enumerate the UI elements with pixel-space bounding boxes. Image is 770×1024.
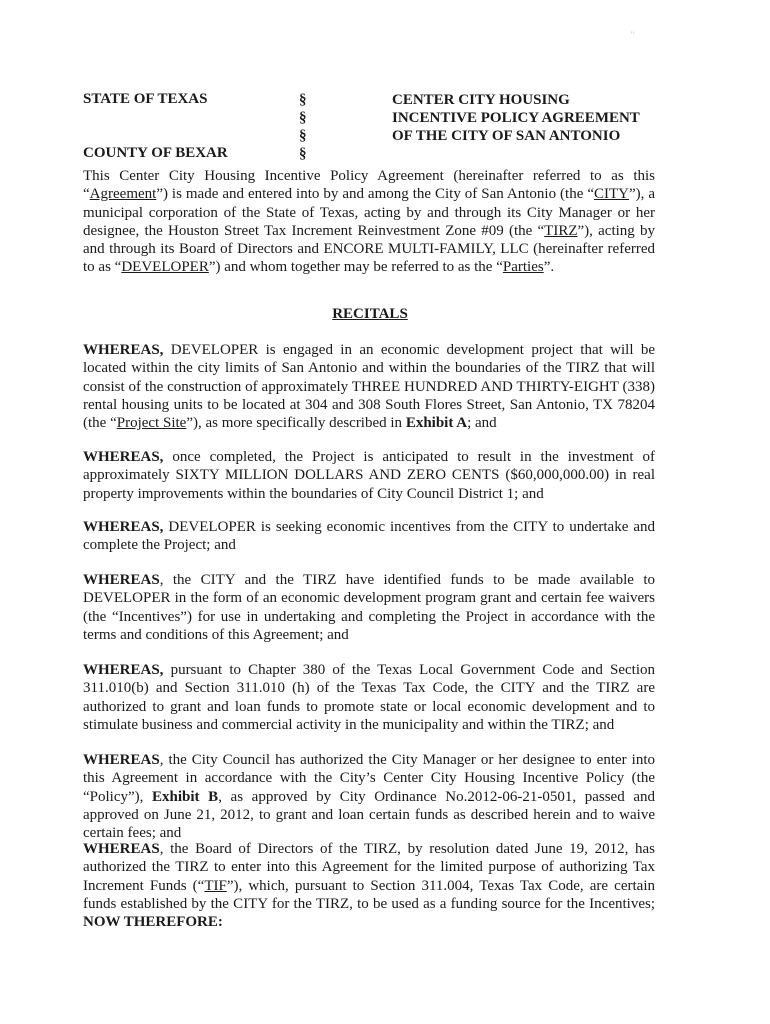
recitals-heading: RECITALS (332, 306, 408, 322)
now-therefore: NOW THEREFORE: (83, 914, 223, 931)
exhibit-a-ref: Exhibit A (405, 415, 468, 432)
recital-7 (83, 840, 655, 931)
exhibit-b-ref: Exhibit B (152, 788, 219, 805)
recital-3 (83, 518, 655, 555)
jurisdiction-block (83, 91, 283, 161)
case-caption (83, 91, 653, 171)
title-line: CENTER CITY HOUSING (392, 92, 570, 108)
text: ”), which, pursuant to Section 311.004, Texas Tax Code, are certain funds established by the CITY for the TIRZ, to be used as a funding source for the Incentives; (83, 877, 655, 912)
section-mark: § (299, 128, 307, 144)
text: , the City Council has authorized the City Manager or her designee to enter into this Agreement in accordance with the City’s Center City Housing Incentive Policy (the “Policy”), (83, 752, 655, 805)
text: This Center City Housing Incentive Policy Agreement (hereinafter referred to as this “ (83, 168, 655, 203)
text: ”) is made and entered into by and among the City of San Antonio (the “ (156, 186, 594, 203)
whereas-label: WHEREAS, (83, 662, 164, 678)
defined-term-developer: DEVELOPER (121, 259, 209, 276)
state-label: STATE OF TEXAS (83, 91, 208, 107)
recital-2 (83, 448, 655, 503)
text: DEVELOPER is seeking economic incentives from the CITY to undertake and complete the Project; and (83, 519, 656, 554)
whereas-label: WHEREAS (83, 572, 160, 588)
recital-6 (83, 751, 655, 842)
whereas-label: WHEREAS, (83, 519, 164, 535)
defined-term-tif: TIF (204, 877, 227, 894)
recital-4 (83, 571, 655, 644)
text: ”), acting by and through its Board of Directors and ENCORE MULTI-FAMILY, LLC (hereinafter referred to as “ (83, 222, 655, 276)
defined-term-agreement: Agreement (89, 186, 157, 203)
section-mark: § (299, 92, 307, 108)
defined-term-tirz: TIRZ (544, 222, 578, 239)
section-marks (299, 91, 313, 163)
section-mark: § (299, 110, 307, 126)
text: ”) and whom together may be referred to as the “ (208, 259, 503, 276)
whereas-label: WHEREAS, (83, 449, 164, 465)
text: , the Board of Directors of the TIRZ, by resolution dated June 19, 2012, has authorized the TIRZ to enter into this Agreement for the limited purpose of authorizing Tax Increment Funds (“ (83, 841, 655, 894)
title-line: OF THE CITY OF SAN ANTONIO (392, 128, 621, 144)
recital-5 (83, 661, 655, 734)
text: , as approved by City Ordinance No.2012-06-21-0501, passed and approved on June 21, 2012, to grant and loan certain funds as described herein and to waive certain fees; and (83, 788, 655, 842)
text: , the CITY and the TIRZ have identified funds to be made available to DEVELOPER in the form of an economic development program grant and certain fee waivers (the “Incentives”) for use in undertaking and completing the Project in accordance with the terms and conditions of this Agreement; and (83, 572, 655, 643)
whereas-label: WHEREAS, (83, 342, 164, 358)
text: ”), as more specifically described in (186, 415, 406, 432)
whereas-label: WHEREAS (83, 752, 160, 768)
recital-1 (83, 341, 655, 432)
title-line: INCENTIVE POLICY AGREEMENT (392, 110, 640, 126)
section-mark: § (299, 146, 307, 162)
text: ”), a municipal corporation of the State of Texas, acting by and through its City Manager or her designee, the Houston Street Tax Increment Reinvestment Zone #09 (the “ (83, 186, 656, 239)
defined-term-parties: Parties (502, 259, 544, 276)
defined-term-project-site: Project Site (116, 415, 187, 432)
text: DEVELOPER is engaged in an economic development project that will be located within the city limits of San Antonio and within the boundaries of the TIRZ that will consist of the construction of approximately THREE HUNDRED AND THIRTY-EIGHT (338) rental housing units to be located at 304 and 308 South Flores Street, San Antonio, TX 78204 (the “ (83, 342, 655, 432)
text: once completed, the Project is anticipated to result in the investment of approximately SIXTY MILLION DOLLARS AND ZERO CENTS ($60,000,000.00) in real property improvements within the boundaries of City Council District 1; and (83, 449, 656, 502)
intro-paragraph (83, 167, 655, 277)
defined-term-city: CITY (593, 186, 629, 203)
text: ”. (543, 259, 555, 276)
scan-mark: '‘ (631, 30, 636, 39)
whereas-label: WHEREAS (83, 841, 160, 857)
agreement-title (392, 91, 662, 145)
county-label: COUNTY OF BEXAR (83, 145, 228, 161)
text: pursuant to Chapter 380 of the Texas Local Government Code and Section 311.010(b) and Section 311.010 (h) of the Texas Tax Code, the CITY and the TIRZ are authorized to grant and loan funds to promote state or local economic development and to stimulate business and commercial activity in the municipality and within the TIRZ; and (83, 662, 655, 733)
text: ; and (467, 415, 497, 432)
